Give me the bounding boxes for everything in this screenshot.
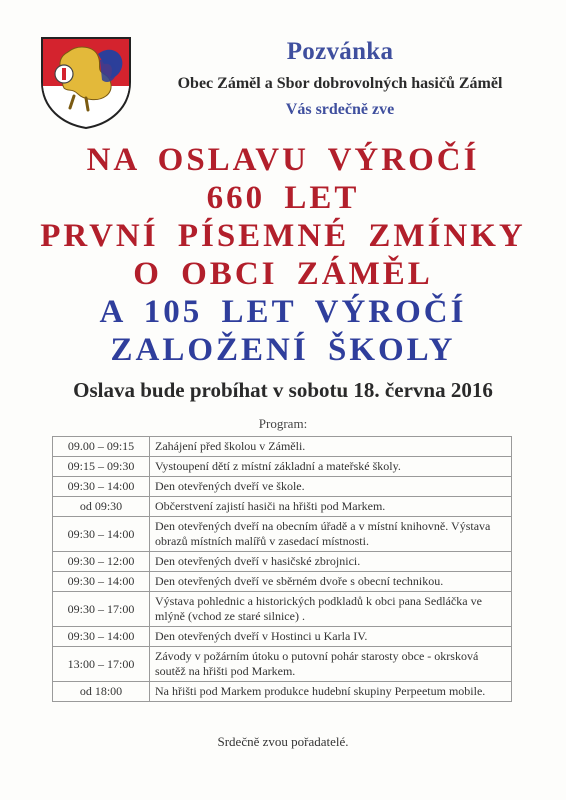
table-row	[53, 592, 512, 627]
row-time: 09:30 – 12:00	[53, 552, 150, 572]
row-event: Den otevřených dveří ve sběrném dvoře s obecní technikou.	[150, 572, 512, 592]
headline-line-2: 660 LET	[206, 180, 360, 216]
row-time: 09:15 – 09:30	[53, 457, 150, 477]
row-time: od 18:00	[53, 682, 150, 702]
row-time: 09:30 – 14:00	[53, 572, 150, 592]
table-row	[53, 627, 512, 647]
program-label: Program:	[258, 416, 308, 431]
table-row	[53, 437, 512, 457]
table-row	[53, 552, 512, 572]
lion-coat-of-arms-icon	[38, 34, 134, 130]
row-event: Vystoupení dětí z místní základní a mateřské školy.	[150, 457, 512, 477]
row-time: 09:30 – 14:00	[53, 627, 150, 647]
row-time: od 09:30	[53, 497, 150, 517]
row-event: Závody v požárním útoku o putovní pohár starosty obce - okrsková soutěž na hřišti pod Markem.	[150, 647, 512, 682]
headline-line-5: A 105 LET VÝROČÍ	[99, 294, 467, 330]
row-event: Den otevřených dveří ve škole.	[150, 477, 512, 497]
table-row	[53, 647, 512, 682]
row-event: Den otevřených dveří v hasičské zbrojnici.	[150, 552, 512, 572]
headline-line-4: O OBCI ZÁMĚL	[133, 256, 433, 292]
table-row	[53, 457, 512, 477]
row-time: 09:30 – 14:00	[53, 517, 150, 552]
row-time: 09.00 – 09:15	[53, 437, 150, 457]
invitation-title: Pozvánka	[286, 38, 394, 65]
table-row	[53, 497, 512, 517]
event-date: Oslava bude probíhat v sobotu 18. června 2016	[73, 378, 493, 402]
program-table	[52, 436, 512, 702]
headline-line-1: NA OSLAVU VÝROČÍ	[86, 142, 480, 178]
table-row	[53, 682, 512, 702]
table-row	[53, 572, 512, 592]
header	[145, 38, 535, 119]
headline-line-6: ZALOŽENÍ ŠKOLY	[110, 332, 456, 368]
row-event: Den otevřených dveří na obecním úřadě a v místní knihovně. Výstava obrazů místních malířů v zasedací místnosti.	[150, 517, 512, 552]
row-time: 09:30 – 14:00	[53, 477, 150, 497]
table-row	[53, 517, 512, 552]
row-event: Zahájení před školou v Záměli.	[150, 437, 512, 457]
headline-line-3: PRVNÍ PÍSEMNÉ ZMÍNKY	[40, 218, 526, 254]
organizers-line: Obec Záměl a Sbor dobrovolných hasičů Záměl	[177, 75, 503, 92]
row-event: Výstava pohlednic a historických podkladů k obci pana Sedláčka ve mlýně (vchod ze staré silnice) .	[150, 592, 512, 627]
row-event: Na hřišti pod Markem produkce hudební skupiny Perpeetum mobile.	[150, 682, 512, 702]
invite-line: Vás srdečně zve	[285, 101, 395, 118]
row-event: Den otevřených dveří v Hostinci u Karla IV.	[150, 627, 512, 647]
row-event: Občerstvení zajistí hasiči na hřišti pod Markem.	[150, 497, 512, 517]
table-row	[53, 477, 512, 497]
footer-note: Srdečně zvou pořadatelé.	[217, 734, 349, 749]
row-time: 13:00 – 17:00	[53, 647, 150, 682]
row-time: 09:30 – 17:00	[53, 592, 150, 627]
